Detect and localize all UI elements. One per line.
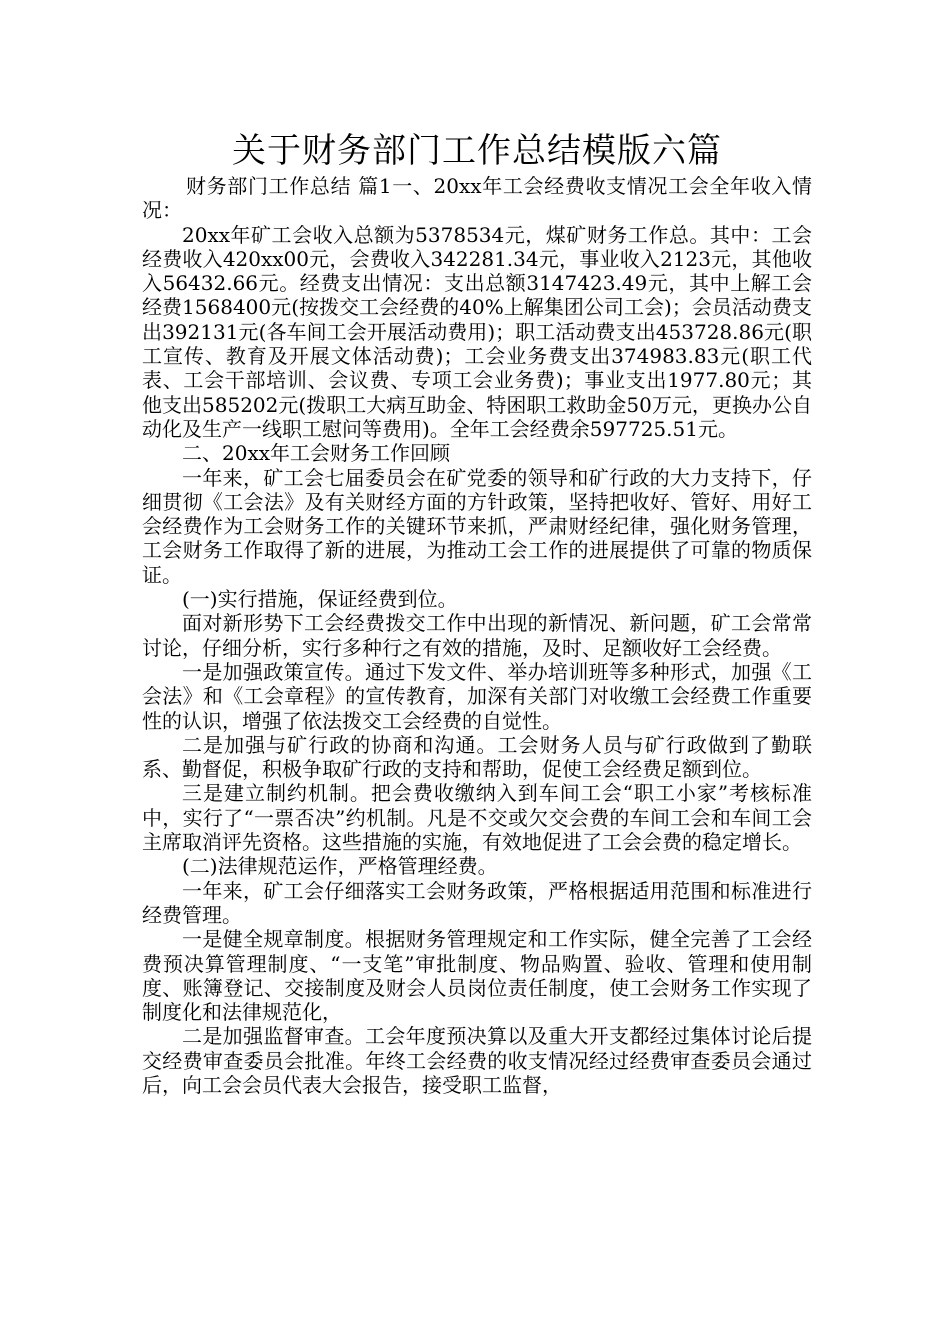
paragraph: 一是加强政策宣传。通过下发文件、举办培训班等多种形式，加强《工会法》和《工会章程》的宣传教育，加深有关部门对收缴工会经费工作重要性的认识，增强了依法拨交工会经费的自觉性。 bbox=[142, 659, 812, 733]
paragraph: 一是健全规章制度。根据财务管理规定和工作实际，健全完善了工会经费预决算管理制度、“一支笔”审批制度、物品购置、验收、管理和使用制度、账簿登记、交接制度及财会人员岗位责任制度，使工会财务工作实现了制度化和法律规范化， bbox=[142, 927, 812, 1025]
paragraph: 二是加强与矿行政的协商和沟通。工会财务人员与矿行政做到了勤联系、勤督促，积极争取矿行政的支持和帮助，促使工会经费足额到位。 bbox=[142, 732, 812, 782]
paragraph: 二是加强监督审查。工会年度预决算以及重大开支都经过集体讨论后提交经费审查委员会批准。年终工会经费的收支情况经过经费审查委员会通过后，向工会会员代表大会报告，接受职工监督， bbox=[142, 1024, 812, 1097]
paragraph: 一年来，矿工会七届委员会在矿党委的领导和矿行政的大力支持下，仔细贯彻《工会法》及有关财经方面的方针政策，坚持把收好、管好、用好工会经费作为工会财务工作的关键环节来抓，严肃财经纪律，强化财务管理，工会财务工作取得了新的进展，为推动工会工作的进展提供了可靠的物质保证。 bbox=[142, 465, 812, 587]
paragraph: 面对新形势下工会经费拨交工作中出现的新情况、新问题，矿工会常常讨论，仔细分析，实行多种行之有效的措施，及时、足额收好工会经费。 bbox=[142, 611, 812, 660]
section-heading: 二、20xx年工会财务工作回顾 bbox=[182, 441, 451, 466]
paragraph: 财务部门工作总结 篇1一、20xx年工会经费收支情况工会全年收入情况： bbox=[142, 174, 812, 223]
document-title: 关于财务部门工作总结模版六篇 bbox=[232, 131, 722, 171]
paragraph: 三是建立制约机制。把会费收缴纳入到车间工会“职工小家”考核标准中，实行了“一票否决”约机制。凡是不交或欠交会费的车间工会和车间工会主席取消评先资格。这些措施的实施，有效地促进了工会会费的稳定增长。 bbox=[142, 781, 812, 855]
subsection-heading: (一)实行措施，保证经费到位。 bbox=[182, 587, 458, 612]
document-page bbox=[142, 128, 812, 1097]
subsection-heading: (二)法律规范运作，严格管理经费。 bbox=[182, 854, 498, 879]
paragraph: 20xx年矿工会收入总额为5378534元，煤矿财务工作总。其中：工会经费收入420xx00元，会费收入342281.34元，事业收入2123元，其他收入56432.66元。经费支出情况：支出总额3147423.49元，其中上解工会经费1568400元(按拨交工会经费的40%上解集团公司工会)；会员活动费支出392131元(各车间工会开展活动费用)；职工活动费支出453728.86元(职工宣传、教育及开展文体活动费)；工会业务费支出374983.83元(职工代表、工会干部培训、会议费、专项工会业务费)；事业支出1977.80元；其他支出585202元(拨职工大病互助金、特困职工救助金50万元，更换办公自动化及生产一线职工慰问等费用)。全年工会经费余597725.51元。 bbox=[142, 222, 812, 441]
paragraph: 一年来，矿工会仔细落实工会财务政策，严格根据适用范围和标准进行经费管理。 bbox=[142, 878, 812, 927]
